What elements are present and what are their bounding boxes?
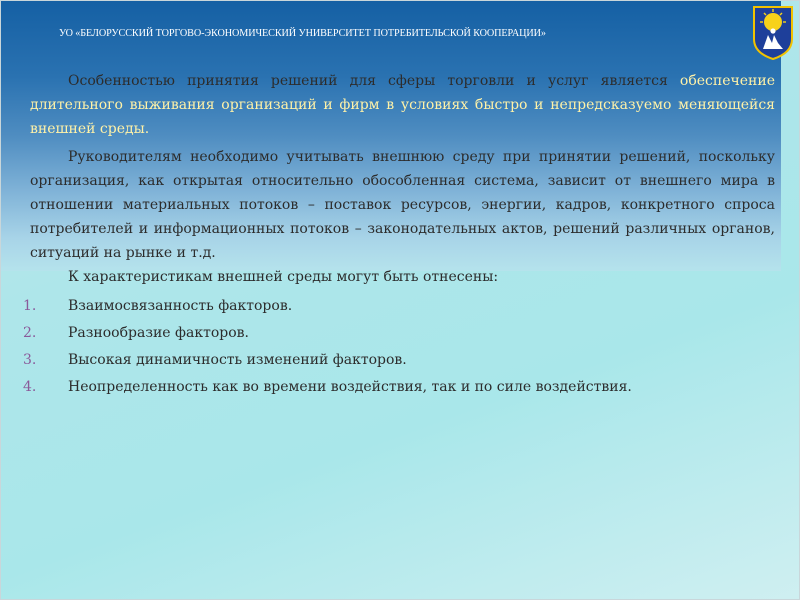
list-number: 4. bbox=[23, 379, 37, 395]
list-intro: К характеристикам внешней среды могут быть отнесены: bbox=[68, 269, 499, 285]
paragraph-decision-features bbox=[30, 69, 775, 141]
list-number: 2. bbox=[23, 325, 37, 341]
list-item-text: Разнообразие факторов. bbox=[68, 325, 249, 341]
list-number: 1. bbox=[23, 298, 37, 314]
header-bar bbox=[1, 19, 746, 49]
list-item-text: Неопределенность как во времени воздействия, так и по силе воздействия. bbox=[68, 379, 632, 395]
list-item-text: Взаимосвязанность факторов. bbox=[68, 298, 293, 314]
highlighted-text: обеспечение длительного выживания организаций и фирм в условиях быстро и непредсказуемо меняющейся внешней среды. bbox=[30, 73, 775, 137]
header-title: УО «БЕЛОРУССКИЙ ТОРГОВО-ЭКОНОМИЧЕСКИЙ УНИВЕРСИТЕТ ПОТРЕБИТЕЛЬСКОЙ КООПЕРАЦИИ» bbox=[59, 28, 546, 39]
list-number: 3. bbox=[23, 352, 37, 368]
university-emblem-icon bbox=[751, 5, 795, 61]
paragraph-external-environment: Руководителям необходимо учитывать внешнюю среду при принятии решений, поскольку организация, как открытая относительно обособленная система, зависит от внешнего мира в отношении материальных потоков – поставок ресурсов, энергии, кадров, конкретного спроса потребителей и информационных потоков – законодательных актов, решений различных органов, ситуаций на рынке и т.д. bbox=[30, 149, 775, 261]
paragraph-decision-features-lead: Особенностью принятия решений для сферы торговли и услуг является bbox=[68, 73, 680, 89]
list-item-text: Высокая динамичность изменений факторов. bbox=[68, 352, 407, 368]
